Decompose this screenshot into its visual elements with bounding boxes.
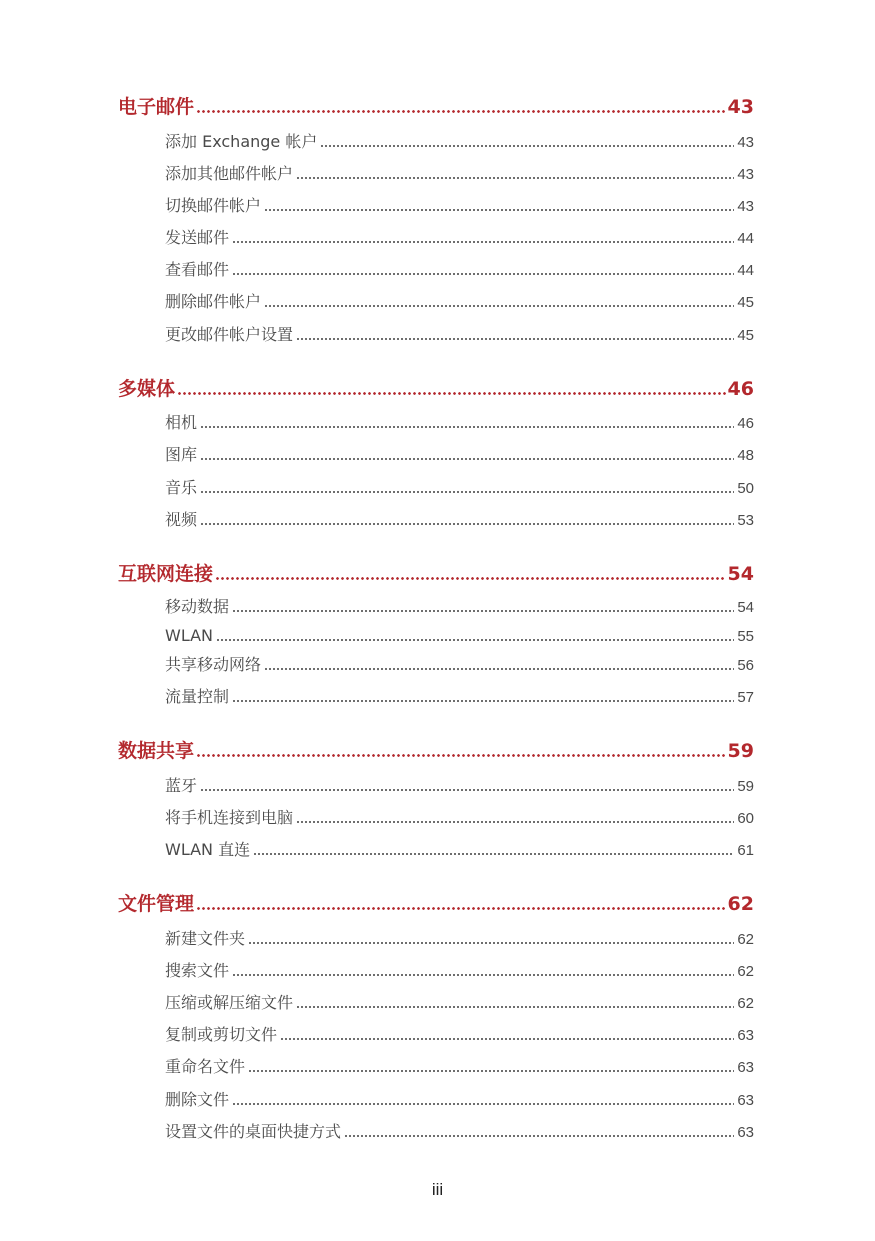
toc-entry[interactable] xyxy=(165,625,754,648)
toc-entry-page: 55 xyxy=(737,628,754,645)
toc-chapter-title: 互联网连接 xyxy=(118,563,214,585)
toc-entry-title: 设置文件的桌面快捷方式 xyxy=(165,1122,342,1141)
toc-entry-title: 音乐 xyxy=(165,478,198,497)
dot-leader xyxy=(296,176,734,180)
dot-leader xyxy=(264,208,734,212)
toc-chapter-title: 数据共享 xyxy=(118,740,195,762)
dot-leader xyxy=(296,1005,734,1009)
toc-entry-title: 图库 xyxy=(165,445,198,464)
dot-leader xyxy=(296,820,734,824)
toc-entry-page: 43 xyxy=(737,198,754,215)
toc-entry[interactable] xyxy=(165,195,754,218)
toc-entry-title: 删除文件 xyxy=(165,1090,230,1109)
toc-entry-page: 48 xyxy=(737,447,754,464)
toc-entry-title: 压缩或解压缩文件 xyxy=(165,993,294,1012)
dot-leader xyxy=(232,609,734,613)
toc-entry-title: 查看邮件 xyxy=(165,260,230,279)
toc-chapter-title: 电子邮件 xyxy=(118,96,195,118)
dot-leader xyxy=(232,973,734,977)
toc-entry-page: 50 xyxy=(737,480,754,497)
toc-entry-page: 63 xyxy=(737,1124,754,1141)
toc-entry-title: 删除邮件帐户 xyxy=(165,292,262,311)
dot-leader xyxy=(215,576,726,581)
dot-leader xyxy=(200,490,734,494)
dot-leader xyxy=(196,906,726,911)
toc-entry-page: 60 xyxy=(737,810,754,827)
toc-entry[interactable] xyxy=(165,291,754,314)
toc-entry[interactable] xyxy=(165,1121,754,1144)
toc-entry-page: 62 xyxy=(737,963,754,980)
toc-entry-page: 43 xyxy=(737,166,754,183)
toc-entry[interactable] xyxy=(165,992,754,1015)
toc-entry[interactable] xyxy=(165,444,754,467)
toc-entry-title: 添加其他邮件帐户 xyxy=(165,164,294,183)
toc-entry[interactable] xyxy=(165,839,754,862)
toc-entry-title: 共享移动网络 xyxy=(165,655,262,674)
toc-entry[interactable] xyxy=(165,654,754,677)
toc-entry-page: 62 xyxy=(737,995,754,1012)
toc-entry-page: 63 xyxy=(737,1059,754,1076)
toc-entry[interactable] xyxy=(165,227,754,250)
toc-entry[interactable] xyxy=(165,596,754,619)
toc-entry[interactable] xyxy=(165,1056,754,1079)
toc-entry[interactable] xyxy=(165,163,754,186)
toc-entry-title: WLAN xyxy=(165,626,214,645)
page-number: iii xyxy=(431,1180,444,1199)
toc-entry[interactable] xyxy=(165,686,754,709)
toc-chapter-page: 46 xyxy=(727,378,754,400)
dot-leader xyxy=(232,699,734,703)
toc-entry-page: 43 xyxy=(737,134,754,151)
toc-chapter[interactable] xyxy=(118,739,754,763)
toc-entry-title: WLAN 直连 xyxy=(165,840,251,859)
toc-entry-page: 57 xyxy=(737,689,754,706)
dot-leader xyxy=(344,1134,734,1138)
toc-entry-title: 新建文件夹 xyxy=(165,929,246,948)
dot-leader xyxy=(248,941,734,945)
toc-chapter[interactable] xyxy=(118,892,754,916)
toc-entry-title: 重命名文件 xyxy=(165,1057,246,1076)
toc-entry-page: 54 xyxy=(737,599,754,616)
dot-leader xyxy=(200,457,734,461)
dot-leader xyxy=(196,109,726,114)
toc-entry-title: 添加 Exchange 帐户 xyxy=(165,132,318,151)
toc-entry[interactable] xyxy=(165,775,754,798)
toc-entry[interactable] xyxy=(165,324,754,347)
toc-entry-page: 63 xyxy=(737,1092,754,1109)
toc-chapter-title: 多媒体 xyxy=(118,378,176,400)
toc-chapter-page: 43 xyxy=(727,96,754,118)
toc-chapter[interactable] xyxy=(118,95,754,119)
toc-entry[interactable] xyxy=(165,259,754,282)
toc-entry-page: 44 xyxy=(737,230,754,247)
toc-entry-title: 蓝牙 xyxy=(165,776,198,795)
toc-entry-page: 46 xyxy=(737,415,754,432)
dot-leader xyxy=(320,144,734,148)
toc-chapter-page: 62 xyxy=(727,893,754,915)
dot-leader xyxy=(232,240,734,244)
toc-entry[interactable] xyxy=(165,477,754,500)
dot-leader xyxy=(200,425,734,429)
toc-entry-page: 59 xyxy=(737,778,754,795)
toc-entry[interactable] xyxy=(165,1089,754,1112)
dot-leader xyxy=(196,753,726,758)
toc-entry-title: 搜索文件 xyxy=(165,961,230,980)
toc-entry-title: 流量控制 xyxy=(165,687,230,706)
toc-entry[interactable] xyxy=(165,509,754,532)
dot-leader xyxy=(200,788,734,792)
dot-leader xyxy=(232,272,734,276)
toc-entry-page: 44 xyxy=(737,262,754,279)
toc-entry[interactable] xyxy=(165,807,754,830)
toc-entry-page: 62 xyxy=(737,931,754,948)
toc-entry[interactable] xyxy=(165,928,754,951)
toc-entry-title: 相机 xyxy=(165,413,198,432)
toc-chapter-page: 59 xyxy=(727,740,754,762)
dot-leader xyxy=(216,638,734,642)
toc-entry[interactable] xyxy=(165,960,754,983)
dot-leader xyxy=(264,667,734,671)
toc-entry-page: 45 xyxy=(737,327,754,344)
toc-entry-page: 61 xyxy=(737,842,754,859)
toc-entry-title: 移动数据 xyxy=(165,597,230,616)
toc-entry-title: 将手机连接到电脑 xyxy=(165,808,294,827)
toc-entry-title: 复制或剪切文件 xyxy=(165,1025,278,1044)
dot-leader xyxy=(200,522,734,526)
toc-entry-title: 发送邮件 xyxy=(165,228,230,247)
toc-entry-page: 53 xyxy=(737,512,754,529)
dot-leader xyxy=(248,1069,734,1073)
toc-chapter[interactable] xyxy=(118,562,754,586)
toc-chapter-title: 文件管理 xyxy=(118,893,195,915)
toc-entry-title: 更改邮件帐户设置 xyxy=(165,325,294,344)
dot-leader xyxy=(177,391,726,396)
dot-leader xyxy=(232,1102,734,1106)
dot-leader xyxy=(253,852,734,856)
toc-chapter-page: 54 xyxy=(727,563,754,585)
toc-entry-page: 45 xyxy=(737,294,754,311)
dot-leader xyxy=(296,337,734,341)
toc-entry-page: 56 xyxy=(737,657,754,674)
toc-chapter[interactable] xyxy=(118,377,754,401)
toc-entry-title: 切换邮件帐户 xyxy=(165,196,262,215)
dot-leader xyxy=(264,304,734,308)
toc-entry-page: 63 xyxy=(737,1027,754,1044)
toc-entry[interactable] xyxy=(165,412,754,435)
toc-entry[interactable] xyxy=(165,131,754,154)
toc-entry[interactable] xyxy=(165,1024,754,1047)
toc-entry-title: 视频 xyxy=(165,510,198,529)
dot-leader xyxy=(280,1037,734,1041)
